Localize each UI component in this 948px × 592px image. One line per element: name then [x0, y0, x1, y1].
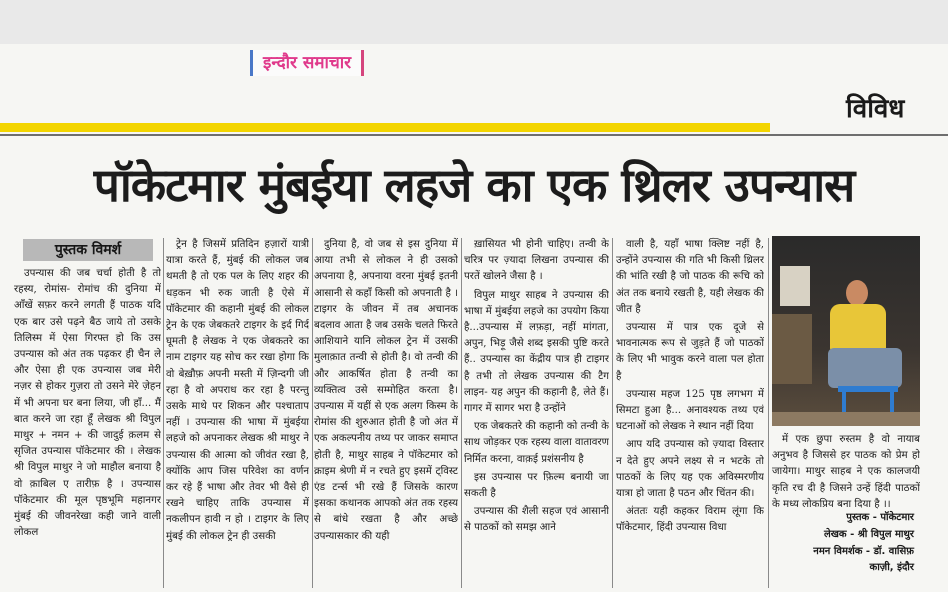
- credit-book: पुस्तक - पॉकेटमार: [846, 512, 914, 523]
- header-divider: [0, 134, 948, 136]
- article-column-2: [166, 237, 309, 588]
- column-divider: [612, 238, 613, 588]
- paragraph: उपन्यास महज 125 पृष्ठ लगभग में सिमटा हुआ है... अनावश्यक तथ्य एवं घटनाओं को लेखक ने स्थान नहीं दिया: [616, 388, 764, 433]
- column-divider: [461, 238, 462, 588]
- paragraph: एक जेबकतरे की कहानी को तन्वी के साथ जोड़कर एक रहस्य वाला वातावरण निर्मित करना, वाक़ई प्रशंसनीय है: [464, 421, 609, 465]
- paragraph: इस उपन्यास पर फ़िल्म बनायी जा सकती है: [464, 471, 609, 500]
- column-divider: [163, 238, 164, 588]
- paragraph: ट्रेन है जिसमें प्रतिदिन हज़ारों यात्री यात्रा करते हैं, मुंबई की लोकल जब थमती है तो एक पल के लिए शहर की धड़कन भी रुक जाती है ऐसे में पॉकेटमार की कहानी मुंबई की लोकल ट्रेन के एक जेबकतरे टाइगर के इर्द गिर्द घूमती है लेखक ने एक जेबकतरे का नाम टाइगर यह सोच कर रखा होगा कि वो बेख़ौफ़ अपनी मस्ती में ज़िन्दगी जी रहा है वो अपराध कर रहा है परन्तु उसके माथे पर शिकन और पश्चाताप नहीं । उपन्यास की भाषा में मुंबईया लहजे को अपनाकर लेखक श्री माथुर ने उपन्यास की आत्मा को जीवंत रखा है, क्योंकि आप जिस परिवेश का वर्णन कर रहे हैं भाषा और तेवर भी वैसे ही रखने चाहिए ताकि उपन्यास में नकलीपन हावी न हो । टाइगर के लिए मुंबई की लोकल ट्रेन ही उसकी: [166, 239, 309, 542]
- paragraph: उपन्यास में पात्र एक दूजे से भावनात्मक रूप से जुड़ते हैं जो पाठकों के लिए भी भावुक करने वाला पल होता है: [616, 322, 764, 382]
- paragraph: ख़ासियत भी होनी चाहिए। तन्वी के चरित्र पर ज़्यादा लिखना उपन्यास की परतें खोलने जैसा है ।: [464, 239, 609, 283]
- photo-chair-seat: [838, 386, 898, 392]
- article-column-5: [616, 237, 764, 588]
- photo-shelf: [772, 314, 812, 384]
- author-photo: [772, 236, 920, 426]
- paragraph: दुनिया है, वो जब से इस दुनिया में आया तभी से लोकल ने ही उसको अपनाया है, अपनाया वरना मुंबई इतनी आसानी से कहाँ किसी को अपनाती है । टाइगर के जीवन में तब अचानक बदलाव आता है जब उसके चलते फिरते आशियाने यानि लोकल ट्रेन में उसकी मुलाक़ात तन्वी से होती है। वो तन्वी की और आकर्षित होता है तन्वी का व्यक्तित्व उसे सम्मोहित करता है। उपन्यास में यहीं से एक अलग किस्म के रोमांस की शुरुआत होती है जो अंत में एक अकल्पनीय तथ्य पर जाकर समाप्त होती है, माथुर साहब ने पॉकेटमार को क्राइम श्रेणी में न रचते हुए इसमें ट्विस्ट एंड टर्न्स भी रखे हैं जिसके कारण इसका कथानक आपको अंत तक रहस्य से बांधे रखता है और अच्छे उपन्यासकार की यही: [314, 239, 458, 542]
- paragraph: उपन्यास की शैली सहज एवं आसानी से पाठकों को समझ आने: [464, 506, 609, 534]
- photo-person-shirt: [830, 304, 886, 352]
- section-badge: इन्दौर समाचार: [250, 50, 364, 76]
- paragraph: विपुल माथुर साहब ने उपन्यास की भाषा में मुंबईया लहजे का उपयोग किया है...उपन्यास में लफ़ड़ा, नहीं मांगता, अपुन, भिड़ू जैसे शब्द इसकी पुष्टि करते हैं.. उपन्यास का केंद्रीय पात्र ही टाइगर है तभी तो लेखक उपन्यास की टैग लाइन- यह अपुन की कहानी है, लेते हैं। गागर में सागर भरा है उन्होंने: [464, 289, 609, 415]
- paragraph: वाली है, यहाँ भाषा क्लिष्ट नहीं है, उन्होंने उपन्यास की गति भी किसी थ्रिलर की भांति रखी है जो पाठक की रूचि को अंत तक बनाये रखती है, यही लेखक की जीत है: [616, 239, 764, 315]
- article-column-3: [314, 237, 458, 588]
- article-headline: पॉकेटमार मुंबईया लहजे का एक थ्रिलर उपन्यास: [93, 158, 855, 212]
- photo-person-pants: [828, 348, 902, 388]
- column-label: पुस्तक विमर्श: [23, 239, 153, 261]
- column-divider: [312, 238, 313, 588]
- paragraph: आप यदि उपन्यास को ज़्यादा विस्तार न देते हुए अपने लक्ष्य से न भटके तो पाठकों के लिए यह एक अविस्मरणीय यात्रा हो जाता है पठन और चिंतन की।: [616, 439, 764, 500]
- paragraph: उपन्यास की जब चर्चा होती है तो रहस्य, रोमांस- रोमांच की दुनिया में आँखें सफ़र करने लगती हैं पाठक यदि एक बार उसे पढ़ने बैठ जाये तो उसके तिलिस्म में ऐसा गिरफ्त हो कि उस उपन्यास को अंत तक पढ़कर ही चैन ले और ऐसा ही एक उपन्यास जब मेरी नज़र से होकर गुज़रा तो उसने मेरे ज़ेहन में भी अपना घर बना लिया, जी हाँ... मैं बात करने जा रहा हूँ लेखक श्री विपुल माथुर + नमन + की जादुई क़लम से सृजित उपन्यास पॉकेटमार की । लेखक श्री विपुल माथुर ने जो माहौल बनाया है वो क़ाबिल ए तारीफ़ है । उपन्यास पॉकेटमार की मूल पृष्ठभूमि महानगर मुंबई की जीवनरेखा कही जाने वाली लोकल: [14, 268, 161, 539]
- column-divider: [768, 238, 769, 588]
- photo-floor: [772, 412, 920, 426]
- credit-author: लेखक - श्री विपुल माथुर: [823, 529, 914, 540]
- browser-top-strip: [0, 0, 948, 45]
- yellow-rule: [0, 123, 770, 132]
- paragraph: में एक छुपा रुस्तम है वो नायाब अनुभव है जिससे हर पाठक को प्रेम हो जायेगा। माथुर साहब ने एक कालजयी कृति रच दी है जिसने उन्हें हिंदी पाठकों के मध्य लोकप्रिय बना दिया है ।।: [772, 434, 920, 510]
- article-column-1: [14, 266, 161, 592]
- credit-reviewer: नमन विमर्शक - डॉ. वासिफ़: [813, 546, 914, 557]
- paragraph: अंततः यही कहकर विराम लूंगा कि पॉकेटमार, हिंदी उपन्यास विधा: [616, 506, 764, 534]
- section-title-right: विविध: [846, 94, 905, 124]
- article-column-4: [464, 237, 609, 588]
- credit-place: काज़ी, इंदौर: [869, 562, 914, 573]
- photo-person-head: [846, 280, 868, 306]
- photo-board: [780, 266, 810, 306]
